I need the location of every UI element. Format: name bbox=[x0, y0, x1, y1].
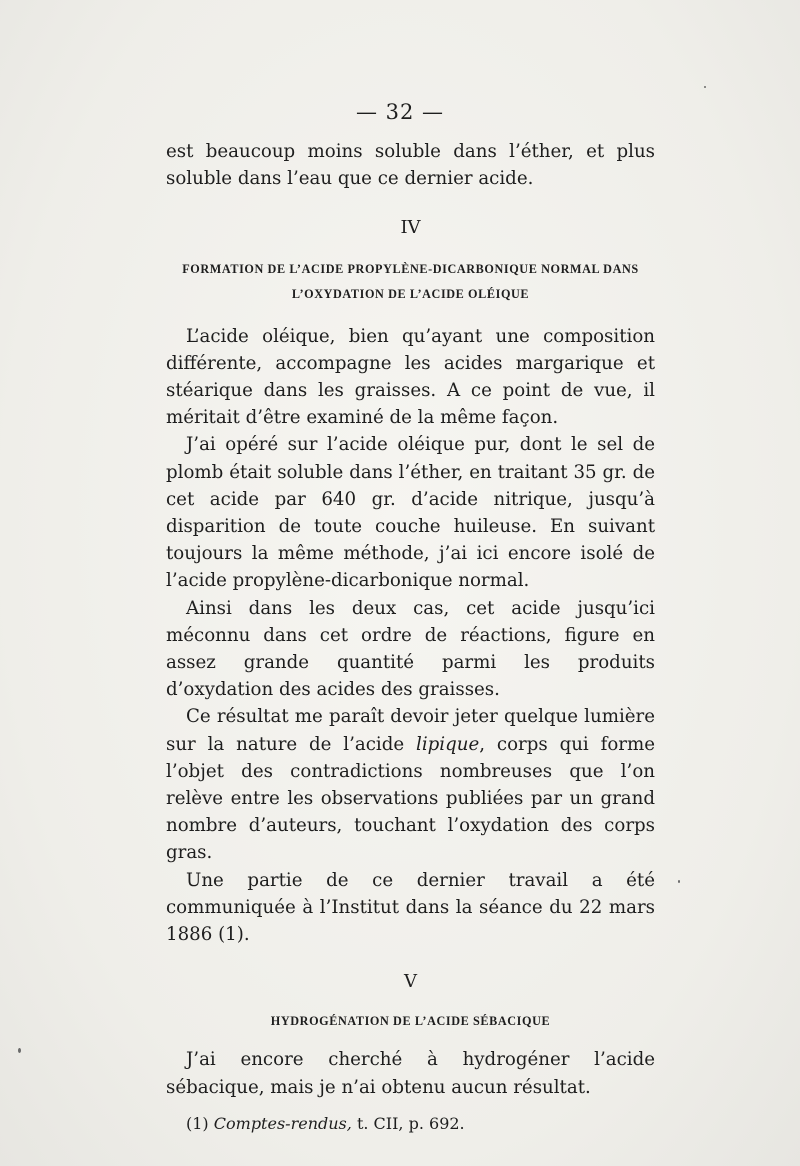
section-iv-paragraph-2: J’ai opéré sur l’acide oléique pur, dont le sel de plomb était soluble dans l’éther, en traitant 35 gr. de cet acide par 640 gr. d’acide nitrique, jusqu’à disparition de toute couche huileuse. En suivant toujours la même méthode, j’ai ici encore isolé de l’acide propylène-dicarbonique normal. bbox=[166, 434, 655, 592]
section-iv-paragraph-1: L’acide oléique, bien qu’ayant une composition différente, accompagne les acides margarique et stéarique dans les graisses. A ce point de vue, il méritait d’être examiné de la même façon. bbox=[166, 325, 655, 429]
footnote-marker: (1) bbox=[186, 1113, 209, 1133]
text-column bbox=[166, 138, 655, 1135]
section-iv-paragraph-5: Une partie de ce dernier travail a été communiquée à l’Institut dans la séance du 22 mars 1886 (1). bbox=[166, 869, 655, 946]
section-v-numeral: V bbox=[404, 971, 417, 993]
scan-speck bbox=[18, 1048, 21, 1053]
section-v-title: HYDROGÉNATION DE L’ACIDE SÉBACIQUE bbox=[270, 1014, 551, 1029]
page-number: — 32 — bbox=[355, 100, 445, 124]
section-iv-title-line2: L’OXYDATION DE L’ACIDE OLÉIQUE bbox=[291, 286, 530, 301]
scan-speck bbox=[704, 86, 706, 88]
scan-speck bbox=[678, 880, 680, 883]
paragraph-4-text-before: Ce résultat me paraît devoir jeter quelque lumière sur la nature de l’acide bbox=[166, 706, 655, 755]
section-iv-title-line1: FORMATION DE L’ACIDE PROPYLÈNE-DICARBONIQUE NORMAL DANS bbox=[182, 261, 639, 276]
section-iv-numeral: IV bbox=[400, 217, 421, 239]
footnote bbox=[166, 1113, 655, 1135]
section-iv-paragraph-3: Ainsi dans les deux cas, cet acide jusqu’ici méconnu dans cet ordre de réactions, figure en assez grande quantité parmi les produits d’oxydation des acides des graisses. bbox=[166, 597, 655, 701]
footnote-source: Comptes-rendus, bbox=[213, 1113, 352, 1133]
section-iv-paragraph-4 bbox=[166, 703, 655, 866]
section-v-paragraph-1: J’ai encore cherché à hydrogéner l’acide sébacique, mais je n’ai obtenu aucun résultat. bbox=[166, 1049, 655, 1098]
opening-paragraph: est beaucoup moins soluble dans l’éther, et plus soluble dans l’eau que ce dernier acide. bbox=[166, 141, 655, 190]
lipique-italic: lipique bbox=[416, 733, 480, 755]
paragraph-4-text-after: , corps qui forme l’objet des contradictions nombreuses que l’on relève entre les observations publiées par un grand nombre d’auteurs, touchant l’oxydation des corps gras. bbox=[166, 733, 655, 864]
footnote-reference: t. CII, p. 692. bbox=[356, 1113, 465, 1133]
